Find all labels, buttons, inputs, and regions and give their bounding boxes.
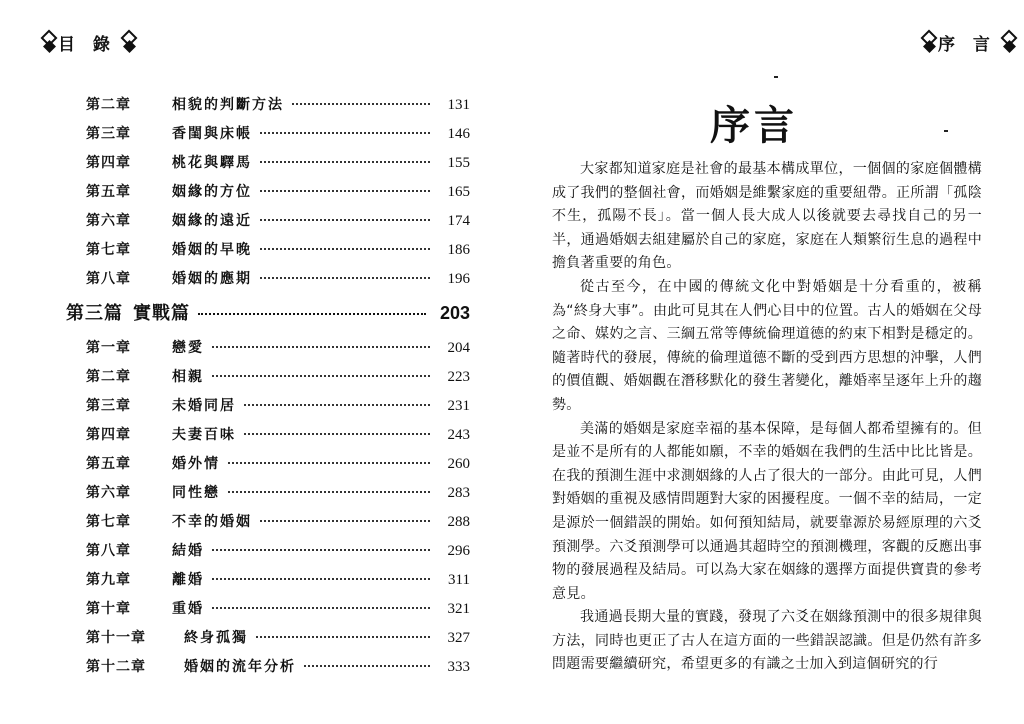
toc-chapter-label: 第六章 <box>86 213 131 229</box>
toc-part-heading[interactable] <box>66 299 470 335</box>
toc-page-number: 283 <box>447 485 470 501</box>
toc-row[interactable] <box>66 453 470 482</box>
toc-leader <box>260 189 430 192</box>
toc-header <box>40 30 134 55</box>
preface-paragraph: 大家都知道家庭是社會的最基本構成單位，一個個的家庭個體構成了我們的整個社會，而婚姻是維繫家庭的重要紐帶。正所謂「孤陰不生，孤陽不長」。當一個人長大成人以後就要去尋找自己的另一半，通過婚姻去組建屬於自己的家庭，家庭在人類繁衍生息的過程中擔負著重要的角色。 <box>552 161 982 272</box>
toc-row[interactable] <box>66 482 470 511</box>
preface-header <box>920 30 1014 55</box>
preface-paragraph: 從古至今，在中國的傳統文化中對婚姻是十分看重的，被稱為“終身大事”。由此可見其在人們心目中的位置。古人的婚姻在父母之命、媒妁之言、三綱五常等傳統倫理道德的約束下相對是穩定的。隨著時代的發展，傳統的倫理道德不斷的受到西方思想的沖擊，人們的價值觀、婚姻觀在潛移默化的發生著變化，離婚率呈逐年上升的趨勢。 <box>552 278 982 413</box>
toc-chapter-label: 第八章 <box>86 543 131 559</box>
toc-leader <box>212 345 430 348</box>
toc-page-number: 186 <box>447 242 470 258</box>
toc-row[interactable] <box>66 152 470 181</box>
toc-chapter-title: 姻緣的遠近 <box>172 213 252 229</box>
toc-row[interactable] <box>66 239 470 268</box>
toc-chapter-label: 第九章 <box>86 572 131 588</box>
toc-chapter-label: 第二章 <box>86 97 131 113</box>
toc-chapter-label: 第十二章 <box>86 659 146 675</box>
toc-leader <box>260 247 430 250</box>
toc-leader <box>260 276 430 279</box>
toc-chapter-label: 第三章 <box>86 126 131 142</box>
toc-leader <box>228 490 430 493</box>
toc-chapter-title: 姻緣的方位 <box>172 184 252 200</box>
flourish-left-icon <box>40 31 54 55</box>
toc-row[interactable] <box>66 210 470 239</box>
toc-chapter-label: 第八章 <box>86 271 131 287</box>
toc-row[interactable] <box>66 424 470 453</box>
toc-row[interactable] <box>66 181 470 210</box>
toc-row[interactable] <box>66 627 470 656</box>
toc-chapter-label: 第十一章 <box>86 630 146 646</box>
toc-leader <box>260 160 430 163</box>
toc-chapter-title: 桃花與驛馬 <box>172 155 252 171</box>
toc-page-number: 223 <box>447 369 470 385</box>
toc-row[interactable] <box>66 268 470 297</box>
toc-chapter-title: 相貌的判斷方法 <box>172 97 284 113</box>
toc-leader <box>198 312 426 315</box>
preface-header-text: 序 言 <box>938 35 996 55</box>
toc-leader <box>212 548 430 551</box>
toc-page-number: 204 <box>447 340 470 356</box>
preface-title: 序言 <box>710 103 798 149</box>
toc-leader <box>212 577 430 580</box>
toc-chapter-title: 未婚同居 <box>172 398 236 414</box>
flourish-right-icon <box>1000 31 1014 55</box>
toc-row[interactable] <box>66 337 470 366</box>
toc-header-text: 目 錄 <box>58 35 116 55</box>
toc-page-number: 155 <box>447 155 470 171</box>
toc-leader <box>260 519 430 522</box>
toc-leader <box>260 218 430 221</box>
toc-chapter-title: 相親 <box>172 369 204 385</box>
toc-leader <box>256 635 430 638</box>
toc-chapter-title: 香閨與床帳 <box>172 126 252 142</box>
toc-row[interactable] <box>66 94 470 123</box>
toc-page-number: 260 <box>447 456 470 472</box>
toc-row[interactable] <box>66 366 470 395</box>
toc-chapter-label: 第七章 <box>86 242 131 258</box>
toc-leader <box>212 606 430 609</box>
toc-page-number: 243 <box>447 427 470 443</box>
toc-page-number: 146 <box>447 126 470 142</box>
toc-page-number: 311 <box>448 572 470 588</box>
preface-body <box>552 158 982 677</box>
toc-chapter-label: 第四章 <box>86 427 131 443</box>
toc-chapter-title: 結婚 <box>172 543 204 559</box>
toc-leader <box>244 432 430 435</box>
toc-chapter-title: 婚姻的流年分析 <box>184 659 296 675</box>
toc-page-number: 231 <box>447 398 470 414</box>
toc-row[interactable] <box>66 123 470 152</box>
scan-speck <box>944 130 948 132</box>
toc-chapter-title: 離婚 <box>172 572 204 588</box>
toc-leader <box>244 403 430 406</box>
toc-row[interactable] <box>66 598 470 627</box>
toc-leader <box>228 461 430 464</box>
toc-page-number: 174 <box>447 213 470 229</box>
toc-chapter-title: 同性戀 <box>172 485 220 501</box>
toc-chapter-label: 第四章 <box>86 155 131 171</box>
toc-row[interactable] <box>66 656 470 685</box>
toc-list <box>66 94 470 685</box>
toc-chapter-label: 第一章 <box>86 340 131 356</box>
toc-chapter-label: 第五章 <box>86 184 131 200</box>
toc-page-number: 296 <box>447 543 470 559</box>
toc-leader <box>212 374 430 377</box>
toc-page-number: 131 <box>447 97 470 113</box>
toc-part-page-number: 203 <box>439 303 470 323</box>
toc-page-number: 333 <box>447 659 470 675</box>
toc-page-number: 196 <box>447 271 470 287</box>
toc-row[interactable] <box>66 569 470 598</box>
toc-chapter-label: 第三章 <box>86 398 131 414</box>
toc-chapter-title: 終身孤獨 <box>184 630 248 646</box>
flourish-left-icon <box>920 31 934 55</box>
toc-chapter-label: 第五章 <box>86 456 131 472</box>
toc-row[interactable] <box>66 395 470 424</box>
scan-speck <box>774 76 778 78</box>
toc-chapter-title: 婚外情 <box>172 456 220 472</box>
toc-page-number: 327 <box>447 630 470 646</box>
preface-paragraph: 美滿的婚姻是家庭幸福的基本保障，是每個人都希望擁有的。但是並不是所有的人都能如願，不幸的婚姻在我們的生活中比比皆是。在我的預測生涯中求測姻緣的人占了很大的一部分。由此可見，人們對婚姻的重視及感情問題對大家的困擾程度。一個不幸的結局，一定是源於一個錯誤的開始。如何預知結局，就要靠源於易經原理的六爻預測學。六爻預測學可以通過其超時空的預測機理，客觀的反應出事物的發展過程及結局。可以為大家在姻緣的選擇方面提供寶貴的參考意見。 <box>552 420 982 602</box>
preface-page <box>512 0 1024 724</box>
preface-paragraph: 我通過長期大量的實踐，發現了六爻在姻緣預測中的很多規律與方法，同時也更正了古人在這方面的一些錯誤認識。但是仍然有許多問題需要繼續研究，希望更多的有識之士加入到這個研究的行 <box>552 609 982 673</box>
toc-chapter-label: 第十章 <box>86 601 131 617</box>
toc-chapter-label: 第二章 <box>86 369 131 385</box>
toc-chapter-title: 重婚 <box>172 601 204 617</box>
toc-page-number: 288 <box>447 514 470 530</box>
toc-page-number: 165 <box>447 184 470 200</box>
toc-part-title: 實戰篇 <box>133 303 190 324</box>
toc-chapter-title: 夫妻百味 <box>172 427 236 443</box>
toc-chapter-label: 第六章 <box>86 485 131 501</box>
toc-leader <box>292 102 430 105</box>
toc-row[interactable] <box>66 511 470 540</box>
toc-page-number: 321 <box>447 601 470 617</box>
toc-chapter-title: 婚姻的早晚 <box>172 242 252 258</box>
toc-part-label: 第三篇 <box>66 303 123 324</box>
toc-chapter-title: 不幸的婚姻 <box>172 514 252 530</box>
toc-chapter-title: 婚姻的應期 <box>172 271 252 287</box>
toc-leader <box>304 664 430 667</box>
flourish-right-icon <box>120 31 134 55</box>
toc-leader <box>260 131 430 134</box>
toc-chapter-title: 戀愛 <box>172 340 204 356</box>
toc-row[interactable] <box>66 540 470 569</box>
toc-chapter-label: 第七章 <box>86 514 131 530</box>
